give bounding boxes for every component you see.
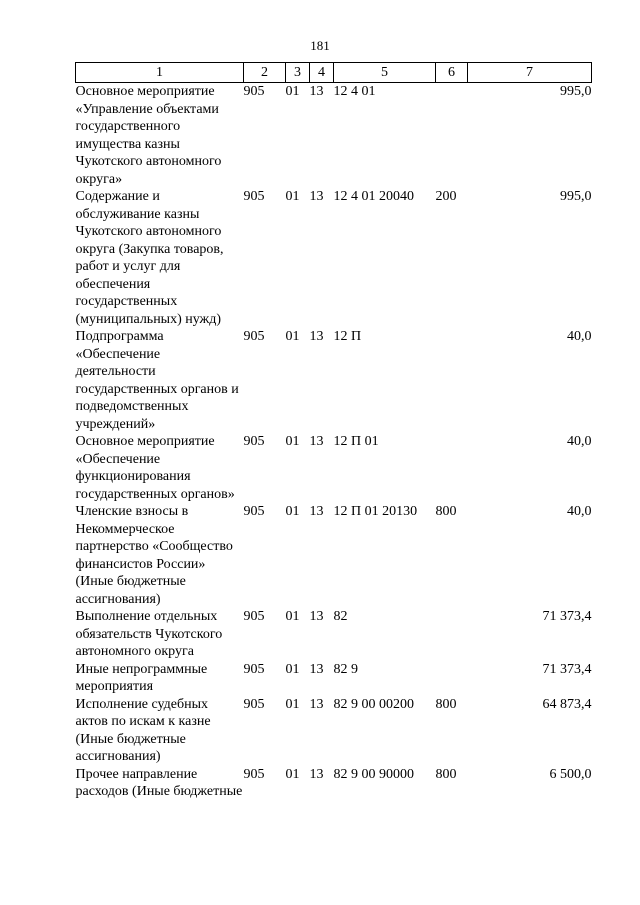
row-amount: 71 373,4 [542,661,592,677]
table-row [76,608,592,661]
header-col-7: 7 [468,63,592,83]
row-admin-code: 905 [243,329,265,344]
row-amount: 995,0 [560,189,592,204]
row-expense-kind [436,433,468,503]
row-admin-code: 905 [243,696,265,712]
row-section-code: 01 [285,661,300,677]
row-name: Основное мероприятие «Управление объектами государственного имущества казны Чукотского автономного округа» [75,84,222,187]
row-subsection-code: 13 [309,609,324,624]
row-subsection-code: 13 [309,189,324,204]
row-target-code: 82 9 00 90000 [333,766,414,782]
row-amount: 64 873,4 [542,696,592,712]
page-number: 181 [310,38,330,53]
row-name: Членские взносы в Некоммерческое партнерство «Сообщество финансистов России» (Иные бюджетные ассигнования) [75,504,233,607]
header-row [76,63,592,83]
row-target-code: 82 9 00 00200 [333,696,414,712]
row-subsection-code: 13 [309,504,324,519]
table-row [76,433,592,503]
row-expense-kind: 800 [435,766,457,782]
row-expense-kind [436,328,468,433]
row-amount: 995,0 [560,84,592,99]
header-col-4: 4 [310,63,334,83]
row-admin-code: 905 [243,609,265,624]
row-expense-kind: 200 [435,189,457,204]
row-target-code: 82 [333,609,348,624]
header-col-2: 2 [244,63,286,83]
row-amount: 71 373,4 [542,609,592,624]
row-subsection-code: 13 [309,434,324,449]
table-row [76,328,592,433]
row-subsection-code: 13 [309,766,324,782]
row-target-code: 12 П 01 20130 [333,504,418,519]
row-section-code: 01 [285,766,300,782]
row-expense-kind [436,661,468,696]
row-target-code: 12 П [333,329,362,344]
row-admin-code: 905 [243,189,265,204]
table-row [76,766,592,801]
header-col-1: 1 [76,63,244,83]
budget-table [75,62,592,801]
row-admin-code: 905 [243,84,265,99]
row-amount: 40,0 [567,434,592,449]
row-subsection-code: 13 [309,661,324,677]
row-section-code: 01 [285,504,300,519]
row-section-code: 01 [285,84,300,99]
table-row [76,188,592,328]
row-section-code: 01 [285,696,300,712]
header-col-5: 5 [334,63,436,83]
row-target-code: 12 4 01 20040 [333,189,414,204]
row-name: Выполнение отдельных обязательств Чукотского автономного округа [75,609,223,659]
row-name: Прочее направление расходов (Иные бюджетные [75,766,243,799]
row-name: Исполнение судебных актов по искам к казне (Иные бюджетные ассигнования) [75,696,211,764]
table-row [76,696,592,766]
row-admin-code: 905 [243,504,265,519]
row-subsection-code: 13 [309,329,324,344]
table-body [76,83,592,801]
row-section-code: 01 [285,189,300,204]
row-section-code: 01 [285,609,300,624]
row-target-code: 82 9 [333,661,358,677]
table-row [76,503,592,608]
row-admin-code: 905 [243,661,265,677]
row-section-code: 01 [285,329,300,344]
row-target-code: 12 4 01 [333,84,376,99]
row-expense-kind [436,83,468,189]
row-subsection-code: 13 [309,84,324,99]
header-col-6: 6 [436,63,468,83]
row-name: Содержание и обслуживание казны Чукотского автономного округа (Закупка товаров, работ и услуг для обеспечения государственных (муниципальных) нужд) [75,189,224,327]
row-amount: 40,0 [567,329,592,344]
row-name: Подпрограмма «Обеспечение деятельности государственных органов и подведомственных учреждений» [75,329,239,432]
row-admin-code: 905 [243,766,265,782]
row-expense-kind: 800 [435,696,457,712]
table-row [76,661,592,696]
row-amount: 6 500,0 [549,766,592,782]
row-amount: 40,0 [567,504,592,519]
header-col-3: 3 [286,63,310,83]
table-row [76,83,592,189]
row-expense-kind [436,608,468,661]
row-admin-code: 905 [243,434,265,449]
row-section-code: 01 [285,434,300,449]
row-expense-kind: 800 [435,504,457,519]
row-target-code: 12 П 01 [333,434,379,449]
row-name: Иные непрограммные мероприятия [75,661,208,694]
table-header [76,63,592,83]
row-name: Основное мероприятие «Обеспечение функционирования государственных органов» [75,434,235,502]
row-subsection-code: 13 [309,696,324,712]
